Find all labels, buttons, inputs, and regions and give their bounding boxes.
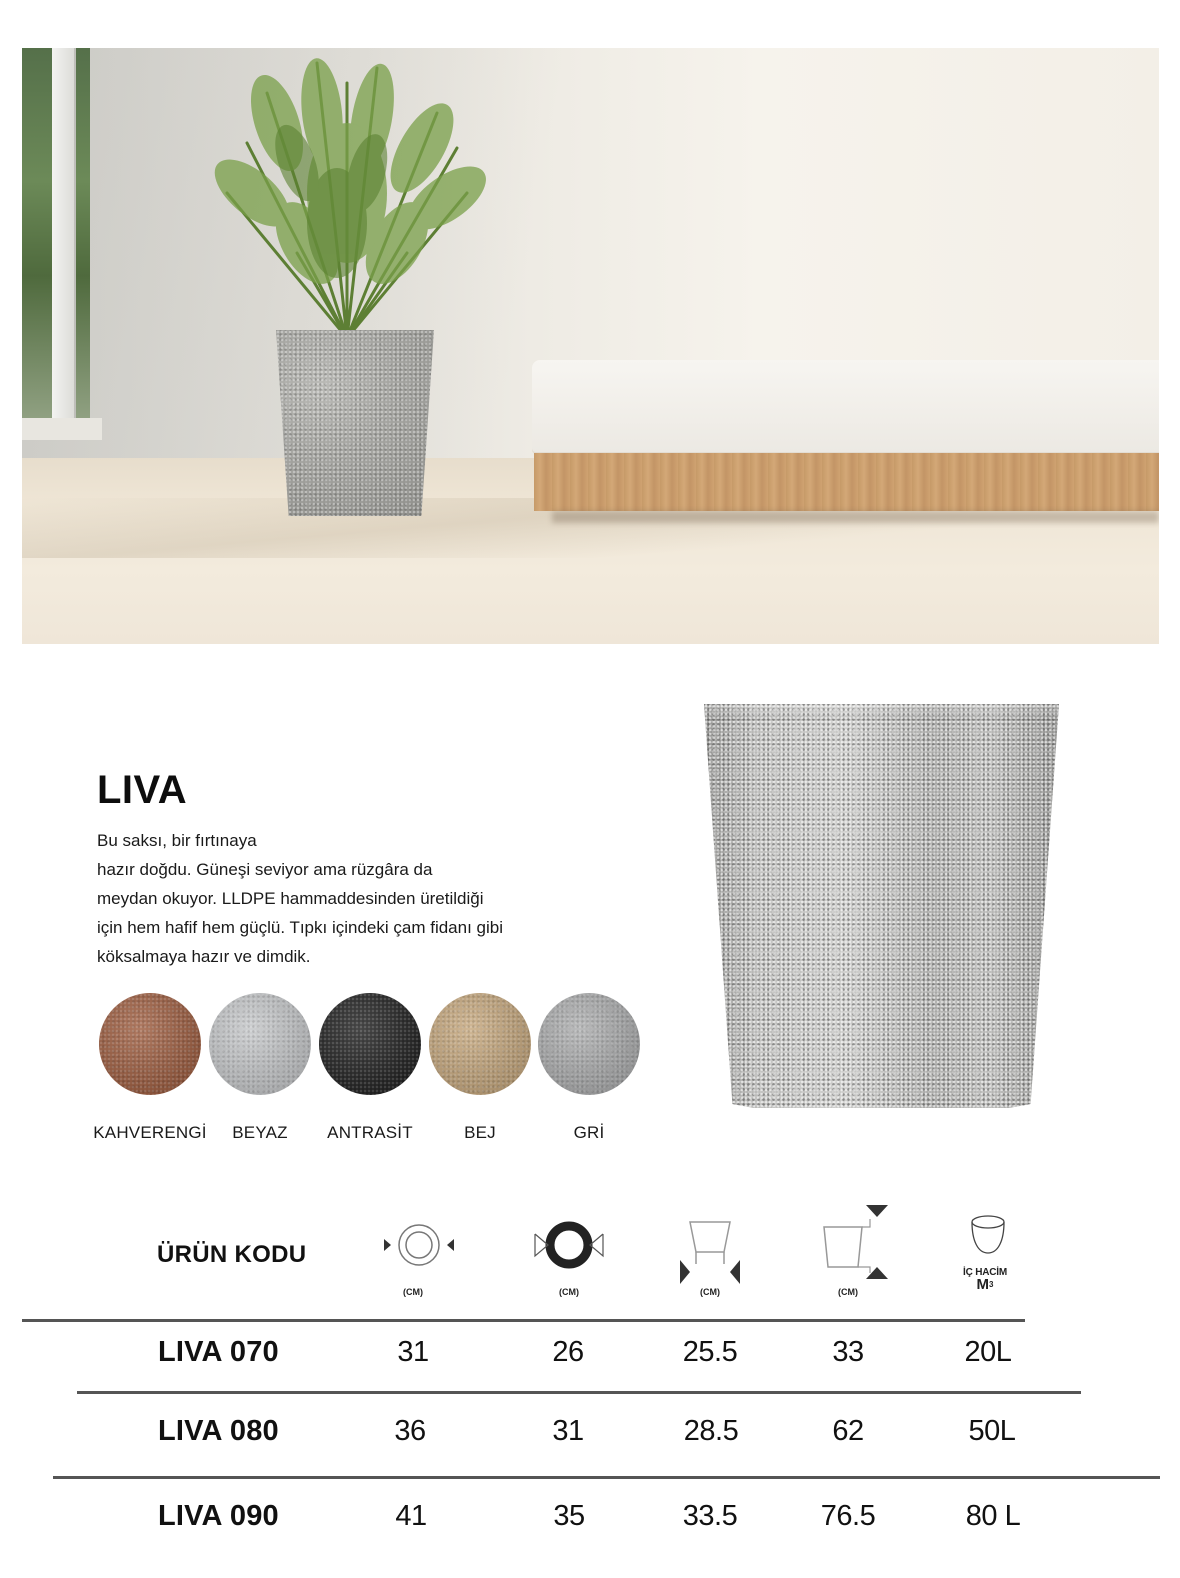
description-line: köksalmaya hazır ve dimdik. xyxy=(97,947,311,966)
volume-value: 80 L xyxy=(965,1500,1021,1532)
color-swatch-bej[interactable] xyxy=(429,993,531,1142)
swatch-circle xyxy=(209,993,311,1095)
outer-diameter-value: 31 xyxy=(397,1336,429,1368)
unit-label: (CM) xyxy=(559,1287,579,1297)
outer-diameter-value: 41 xyxy=(395,1500,427,1532)
swatch-circle xyxy=(99,993,201,1095)
volume-unit-label xyxy=(950,1267,1020,1292)
swatch-circle xyxy=(319,993,421,1095)
table-row xyxy=(0,1415,1180,1465)
swatch-label: KAHVERENGİ xyxy=(93,1123,207,1142)
inner-diameter-value: 26 xyxy=(552,1336,584,1368)
description-line: hazır doğdu. Güneşi seviyor ama rüzgâra da xyxy=(97,860,433,879)
product-code: LIVA 090 xyxy=(158,1500,279,1532)
inner-diameter-icon xyxy=(532,1220,606,1270)
window-frame xyxy=(52,48,76,420)
window-sill xyxy=(22,418,102,440)
color-swatch-kahverengi[interactable] xyxy=(93,993,207,1142)
hero-pot xyxy=(276,330,434,516)
base-diameter-value: 33.5 xyxy=(682,1500,738,1532)
product-code: LIVA 070 xyxy=(158,1336,279,1368)
height-value: 76.5 xyxy=(820,1500,876,1532)
swatch-label: GRİ xyxy=(573,1123,605,1142)
base-diameter-value: 25.5 xyxy=(682,1336,738,1368)
height-value: 62 xyxy=(832,1415,864,1447)
hero-photo xyxy=(22,48,1159,644)
product-pot-image xyxy=(704,704,1059,1108)
unit-label: (CM) xyxy=(700,1287,720,1297)
outer-diameter-icon xyxy=(382,1222,456,1268)
swatch-label: BEYAZ xyxy=(232,1123,288,1142)
color-swatch-antrasit[interactable] xyxy=(319,993,421,1142)
pot-rim xyxy=(704,704,1059,720)
base-diameter-value: 28.5 xyxy=(683,1415,739,1447)
bench-wood-base xyxy=(534,453,1159,511)
table-divider xyxy=(77,1391,1081,1394)
description-line: için hem hafif hem güçlü. Tıpkı içindeki çam fidanı gibi xyxy=(97,918,503,937)
volume-icon xyxy=(968,1213,1008,1257)
volume-value: 20L xyxy=(964,1336,1012,1368)
swatch-label: BEJ xyxy=(464,1123,496,1142)
color-swatch-beyaz[interactable] xyxy=(209,993,311,1142)
unit-label: (CM) xyxy=(403,1287,423,1297)
volume-unit: $M^3$ xyxy=(976,1276,994,1293)
height-value: 33 xyxy=(832,1336,864,1368)
unit-label: (CM) xyxy=(838,1287,858,1297)
swatch-circle xyxy=(429,993,531,1095)
inner-volume-label: İÇ HACİM xyxy=(963,1267,1007,1278)
inner-diameter-value: 35 xyxy=(553,1500,585,1532)
color-swatch-gri[interactable] xyxy=(538,993,640,1142)
product-description xyxy=(97,826,657,971)
product-code-header: ÜRÜN KODU xyxy=(157,1241,307,1268)
base-diameter-icon xyxy=(678,1218,742,1288)
description-line: meydan okuyor. LLDPE hammaddesinden üretildiği xyxy=(97,889,484,908)
outer-diameter-value: 36 xyxy=(394,1415,426,1447)
description-line: Bu saksı, bir fırtınaya xyxy=(97,831,257,850)
bench-shadow xyxy=(552,511,1159,523)
table-row xyxy=(0,1336,1180,1386)
product-code: LIVA 080 xyxy=(158,1415,279,1447)
table-divider xyxy=(53,1476,1160,1479)
volume-value: 50L xyxy=(968,1415,1016,1447)
table-row xyxy=(0,1500,1180,1550)
pine-plant xyxy=(207,53,487,343)
bench-cushion xyxy=(532,360,1159,452)
height-icon xyxy=(820,1203,892,1281)
swatch-circle xyxy=(538,993,640,1095)
swatch-label: ANTRASİT xyxy=(327,1123,413,1142)
product-title: LIVA xyxy=(97,768,188,812)
inner-diameter-value: 31 xyxy=(552,1415,584,1447)
table-divider xyxy=(22,1319,1025,1322)
